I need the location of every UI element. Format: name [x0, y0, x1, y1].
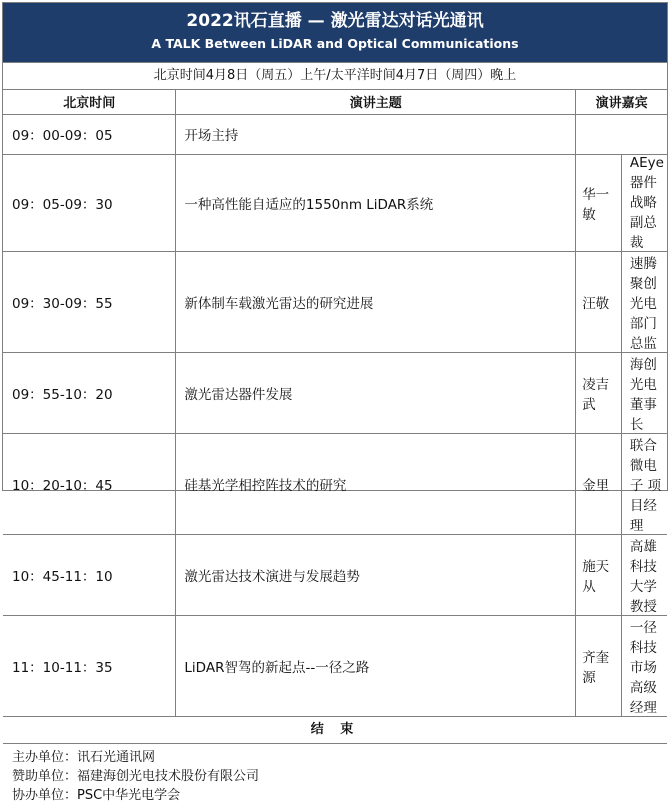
header-banner: [3, 3, 667, 63]
speaker-cell: [576, 114, 622, 155]
page-title: 2022讯石直播 — 激光雷达对话光通讯: [186, 11, 484, 31]
page-subtitle: A TALK Between LiDAR and Optical Communications: [151, 36, 519, 51]
speaker-cell: 汪敬: [576, 252, 622, 353]
schedule-table: [3, 90, 667, 717]
speaker-cell: 凌吉武: [576, 353, 622, 434]
end-label: 结 束: [3, 717, 667, 744]
time-cell: 11：10-11：35: [3, 616, 176, 717]
time-cell: 09：55-10：20: [3, 353, 176, 434]
speaker-cell: 金里: [576, 434, 622, 535]
topic-cell: 激光雷达器件发展: [176, 353, 576, 434]
footer-organizers: [3, 744, 667, 805]
speaker-cell: 施天从: [576, 535, 622, 616]
schedule-sheet: [2, 2, 668, 803]
topic-cell: 新体制车载激光雷达的研究进展: [176, 252, 576, 353]
table-row: [3, 155, 667, 252]
time-cell: 10：45-11：10: [3, 535, 176, 616]
time-cell: 10：20-10：45: [3, 434, 176, 535]
org-cell: 速腾聚创 光电部门总监: [621, 252, 667, 353]
column-header-topic: 演讲主题: [176, 90, 576, 114]
topic-cell: 激光雷达技术演进与发展趋势: [176, 535, 576, 616]
time-cell: 09：30-09：55: [3, 252, 176, 353]
column-header-speaker: 演讲嘉宾: [576, 90, 667, 114]
table-row: [3, 252, 667, 353]
org-cell: 联合微电子 项目经理: [621, 434, 667, 535]
topic-cell: LiDAR智驾的新起点--一径之路: [176, 616, 576, 717]
table-row: [3, 434, 667, 535]
footer-sponsor: 赞助单位：福建海创光电技术股份有限公司: [12, 769, 260, 784]
org-cell: [621, 114, 667, 155]
org-cell: AEye 器件战略副总裁: [621, 155, 667, 252]
time-cell: 09：00-09：05: [3, 114, 176, 155]
table-header-row: [3, 90, 667, 114]
column-header-time: 北京时间: [3, 90, 176, 114]
time-cell: 09：05-09：30: [3, 155, 176, 252]
table-row: [3, 353, 667, 434]
org-cell: 一径科技 市场高级经理: [621, 616, 667, 717]
table-row: [3, 535, 667, 616]
topic-cell: 开场主持: [176, 114, 576, 155]
time-zone-line: 北京时间4月8日（周五）上午/太平洋时间4月7日（周四）晚上: [3, 63, 667, 90]
topic-cell: 硅基光学相控阵技术的研究: [176, 434, 576, 535]
footer-co-organizer: 协办单位：PSC中华光电学会: [12, 788, 181, 803]
topic-cell: 一种高性能自适应的1550nm LiDAR系统: [176, 155, 576, 252]
org-cell: 高雄科技大学 教授: [621, 535, 667, 616]
table-row: [3, 616, 667, 717]
speaker-cell: 齐奎源: [576, 616, 622, 717]
table-row: [3, 114, 667, 155]
footer-host: 主办单位：讯石光通讯网: [12, 750, 156, 765]
speaker-cell: 华一敏: [576, 155, 622, 252]
org-cell: 海创光电 董事长: [621, 353, 667, 434]
